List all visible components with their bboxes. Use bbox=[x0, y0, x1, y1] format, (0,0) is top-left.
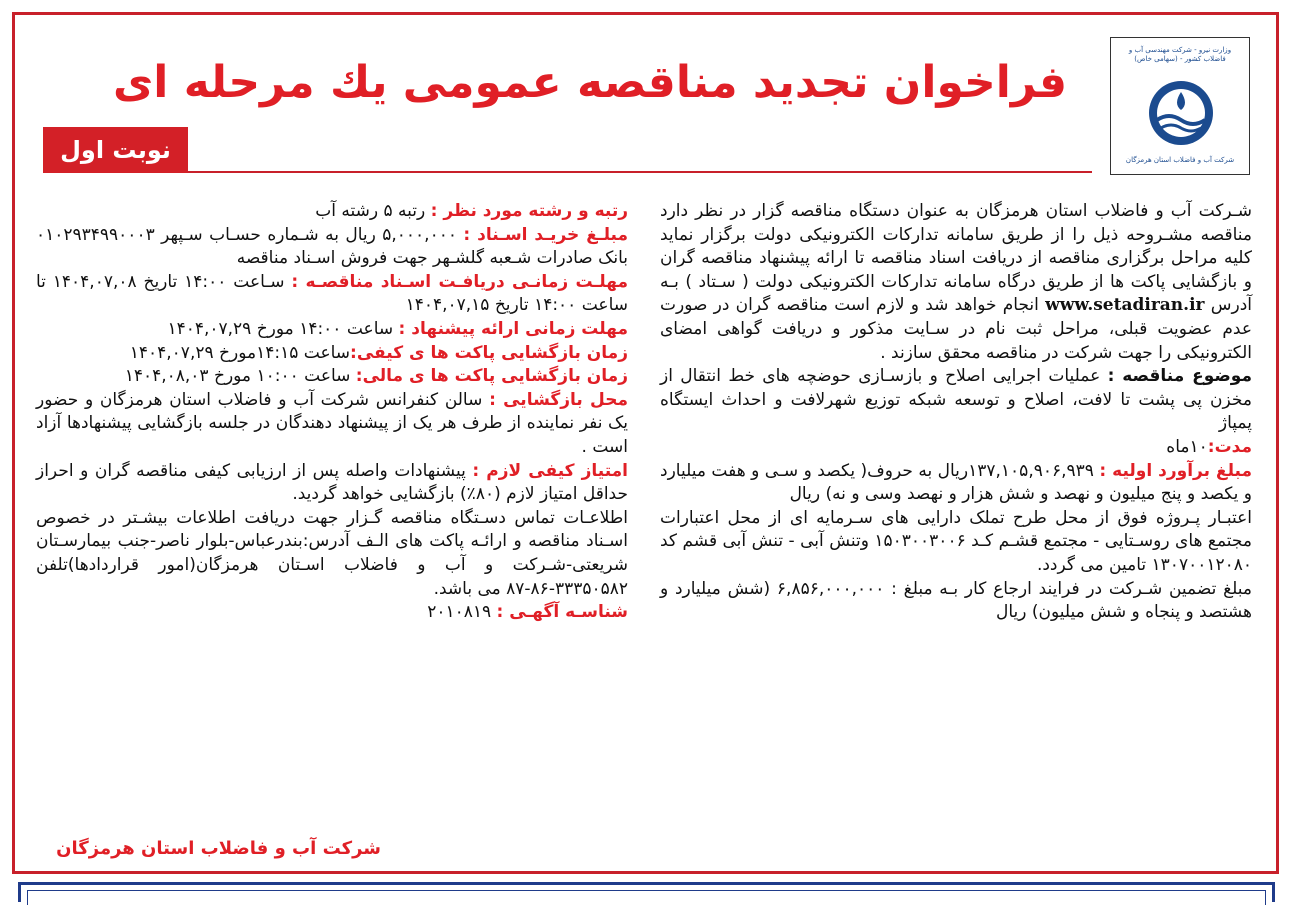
fee-label: مبلـغ خریـد اسـناد : bbox=[463, 224, 629, 245]
place-label: محل بازگشایی : bbox=[489, 389, 628, 410]
submit-label: مهلت زمانی ارائه پیشنهاد : bbox=[398, 318, 628, 339]
ad-id-value: ۲۰۱۰۸۱۹ bbox=[427, 602, 492, 623]
page-title: فراخوان تجدید مناقصه عمومی یك مرحله ای bbox=[112, 57, 1068, 108]
receive-item bbox=[36, 271, 628, 318]
subject-item bbox=[660, 365, 1252, 436]
company-logo bbox=[1110, 37, 1250, 175]
estimate-label: مبلغ برآورد اولیه : bbox=[1099, 460, 1253, 481]
open-finance-label: زمان بازگشایی پاکت ها ی مالی: bbox=[355, 366, 628, 387]
next-ad-frame bbox=[18, 882, 1275, 902]
open-quality-label: زمان بازگشایی پاکت ها ی کیفی: bbox=[350, 342, 628, 363]
submit-value: ساعت ۱۴:۰۰ مورخ ۱۴۰۴,۰۷,۲۹ bbox=[167, 318, 394, 339]
open-quality-item bbox=[36, 342, 628, 366]
ad-id-label: شناسـه آگهـی : bbox=[496, 602, 628, 623]
fee-value: ۵,۰۰۰,۰۰۰ ریال به شـماره حسـاب سـپهر ۰۱۰۲۹۳۴۹۹۰۰۰۳ بانک صادرات شـعبه گلشـهر جهت فروش اسـناد مناقصه bbox=[36, 224, 628, 269]
score-value: پیشنهادات واصله پس از ارزیابی کیفی مناقصه گران و احراز حداقل امتیاز لازم (۸۰٪) بازگشایی خواهد گردید. bbox=[36, 460, 628, 505]
intro-paragraph: شـرکت آب و فاضلاب استان هرمزگان به عنوان دستگاه مناقصه گزار در نظر دارد مناقصه مشـروحه ذیل را از طریق سامانه تدارکات الکترونیکی دولت برگزار نماید کلیه مراحل برگزاری مناقصه از دریافت اسناد مناقصه تا ارائه پیشنهاد مناقصه گران و بازگشایی پاکت ها از طریق درگاه سامانه تدارکات الکترونیکی دولت ( سـتاد ) بـه آدرس www.setadiran.ir انجام خواهد شد و لازم است مناقصه گران در صورت عدم عضویت قبلی، مراحل ثبت نام در سـایت مذکور و دریافت گواهی امضای الکترونیکی را جهت شرکت در مناقصه محقق سازند . bbox=[660, 201, 1252, 363]
ad-id-item bbox=[36, 601, 628, 625]
subject-label: موضوع مناقصه : bbox=[1107, 366, 1252, 387]
duration-item bbox=[660, 436, 1252, 460]
water-drop-icon bbox=[1139, 78, 1223, 148]
open-finance-value: ساعت ۱۰:۰۰ مورخ ۱۴۰۴,۰۸,۰۳ bbox=[124, 366, 356, 387]
signature: شرکت آب و فاضلاب استان هرمزگان bbox=[56, 838, 381, 859]
receive-value: سـاعت ۱۴:۰۰ تاریخ ۱۴۰۴,۰۷,۰۸ تا ساعت ۱۴:۰۰ تاریخ ۱۴۰۴,۰۷,۱۵ bbox=[36, 271, 628, 316]
place-item bbox=[36, 389, 628, 460]
title-divider bbox=[188, 171, 1092, 173]
round-badge: نوبت اول bbox=[43, 127, 188, 173]
left-column bbox=[36, 200, 628, 625]
grade-item bbox=[36, 200, 628, 224]
estimate-item bbox=[660, 460, 1252, 507]
logo-top-text: وزارت نیرو - شرکت مهندسی آب و فاضلاب کشور - (سهامی خاص) bbox=[1128, 46, 1232, 63]
open-quality-value: ساعت ۱۴:۱۵مورخ ۱۴۰۴,۰۷,۲۹ bbox=[129, 342, 351, 363]
guarantee-paragraph: مبلغ تضمین شـرکت در فرایند ارجاع کار بـه مبلغ : ۶,۸۵۶,۰۰۰,۰۰۰ (شش میلیارد و هشتصد و پنجاه و شش میلیون) ریال bbox=[660, 578, 1252, 623]
open-finance-item bbox=[36, 365, 628, 389]
grade-label: رتبه و رشته مورد نظر : bbox=[430, 201, 628, 221]
subject-value: عملیات اجرایی اصلاح و بازسـازی حوضچه های خط انتقال از مخزن پی پشت تا لافت، اصلاح و توسعه شبکه توزیع شهرلافت و احداث ایستگاه پمپاژ bbox=[660, 366, 1252, 434]
logo-bottom-text: شرکت آب و فاضلاب استان هرمزگان bbox=[1125, 156, 1235, 164]
fee-item bbox=[36, 224, 628, 271]
estimate-value: ۱۳۷,۱۰۵,۹۰۶,۹۳۹ریال به حروف( یکصد و سـی و هفت میلیارد و یکصد و پنج میلیون و نهصد و شش هزار و نهصد وسی و نه) ریال bbox=[660, 460, 1252, 505]
place-value: سالن کنفرانس شرکت آب و فاضلاب استان هرمزگان و حضور یک نفر نماینده از طرف هر یک از پیشنهاد دهندگان در جلسه بازگشایی پیشنهادها آزاد است . bbox=[36, 389, 628, 457]
duration-value: ۱۰ماه bbox=[1166, 436, 1208, 457]
right-column bbox=[660, 200, 1252, 625]
contact-paragraph: اطلاعـات تماس دسـتگاه مناقصه گـزار جهت دریافت اطلاعات بیشـتر در خصوص اسـناد مناقصه و ارائـه پاکت های الـف آدرس:بندرعباس-بلوار ناصر-جنب بیمارسـتان شریعتی-شـرکت و آب و فاضلاب اسـتان هرمزگان(امور قراردادها)تلفن ۳۳۳۵۰۵۸۲-۸۶-۸۷ می باشد. bbox=[36, 507, 628, 599]
grade-value: رتبه ۵ رشته آب bbox=[315, 201, 426, 221]
setad-link[interactable]: www.setadiran.ir bbox=[1045, 295, 1205, 316]
credit-paragraph: اعتبـار پـروژه فوق از محل طرح تملک دارایی های سـرمایه ای از محل اعتبارات مجتمع های روسـتایی - مجتمع قشـم کـد ۱۵۰۳۰۰۳۰۰۶ وتنش آبی - تنش آبی قشم کد ۱۳۰۷۰۰۱۲۰۸۰ تامین می گردد. bbox=[660, 507, 1252, 575]
score-item bbox=[36, 460, 628, 507]
submit-item bbox=[36, 318, 628, 342]
duration-label: مدت: bbox=[1207, 436, 1252, 457]
score-label: امتیاز کیفی لازم : bbox=[472, 460, 629, 481]
receive-label: مهلـت زمانـی دریافـت اسـناد مناقصـه : bbox=[291, 271, 628, 292]
